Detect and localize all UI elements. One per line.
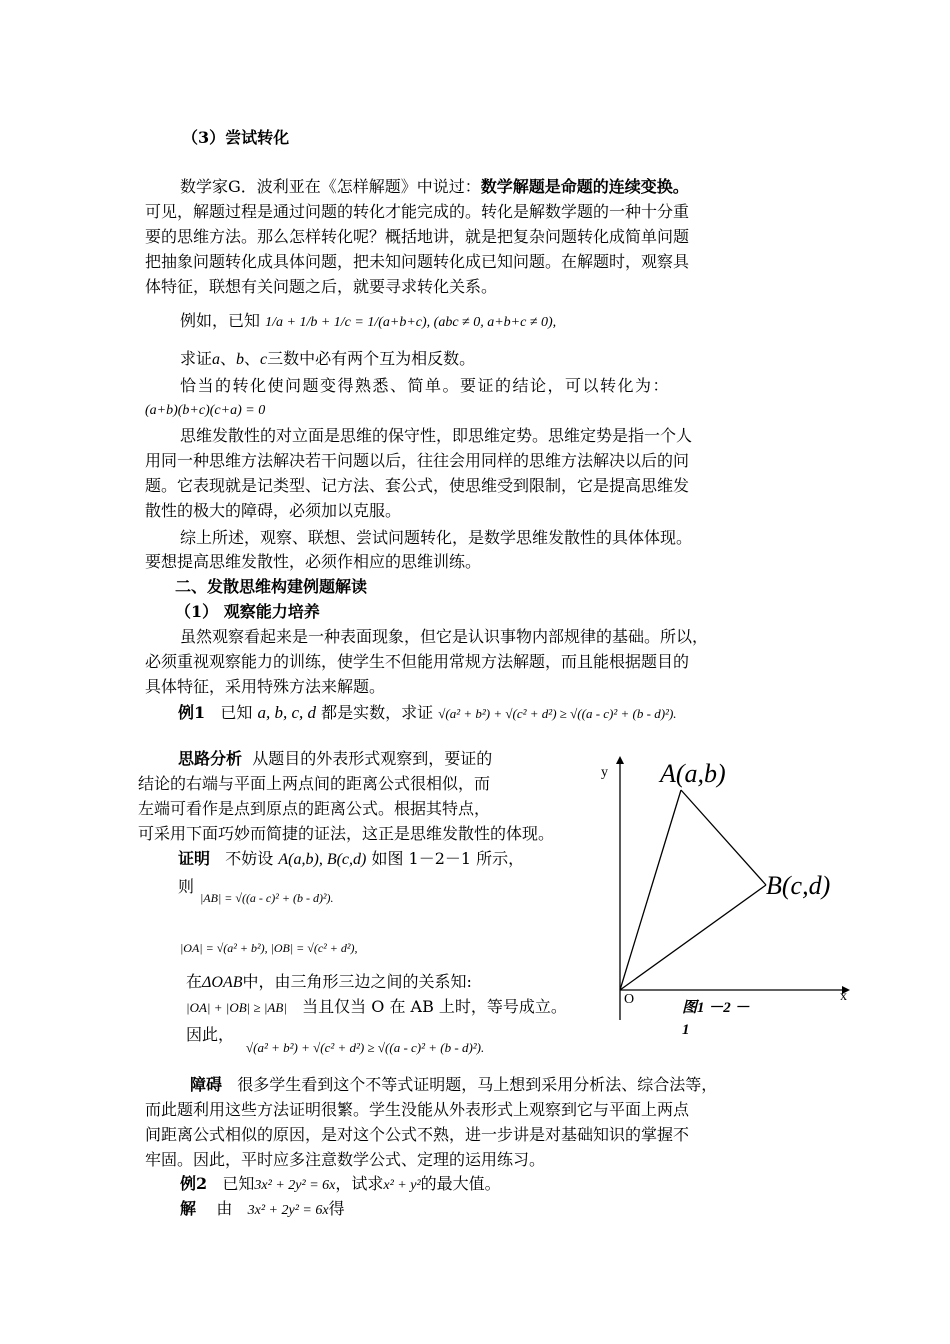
therefore-label: 因此， <box>186 1025 235 1044</box>
intro-line-4: 把抽象问题转化成具体问题，把未知问题转化成已知问题。在解题时，观察具 <box>145 252 690 271</box>
point-b-label: B(c,d) <box>766 871 831 900</box>
transform-line: 恰当的转化使问题变得熟悉、简单。要证的结论，可以转化为： <box>180 376 671 395</box>
example-lead: 例如，已知 <box>180 311 261 330</box>
example-formula: 1/a + 1/b + 1/c = 1/(a+b+c), (abc ≠ 0, a+b+c ≠ 0), <box>265 315 557 330</box>
example2-label: 例2 <box>180 1174 208 1193</box>
part2-heading: 二、发散思维构建例题解读 <box>175 577 368 596</box>
inequality-note: 当且仅当 O 在 AB 上时，等号成立。 <box>302 997 567 1016</box>
intro-line-5: 体特征，联想有关问题之后，就要寻求转化关系。 <box>145 277 498 296</box>
var-b: b <box>236 351 245 368</box>
solution-lead: 由 <box>216 1199 233 1218</box>
proof-then: 则 <box>178 877 195 896</box>
example2-lead: 已知 <box>222 1174 255 1193</box>
proof-line-1 <box>178 848 524 871</box>
var-a: a <box>212 351 221 368</box>
example2-mid: ，试求 <box>335 1174 384 1193</box>
observe-line-1: 虽然观察看起来是一种表面现象，但它是认识事物内部规律的基础。所以， <box>180 627 709 646</box>
x-axis-label: x <box>840 989 847 1004</box>
para-line-2: 用同一种思维方法解决若干问题以后，往往会用同样的思维方法解决以后的问 <box>145 451 690 470</box>
example2-line <box>180 1173 501 1197</box>
obstacle-line-2: 而此题利用这些方法证明很繁。学生没能从外表形式上观察到它与平面上两点 <box>145 1100 690 1119</box>
var-c: c <box>260 351 268 368</box>
segment-ob <box>620 885 766 990</box>
analysis-line-4: 可采用下面巧妙而简捷的证法，这正是思维发散性的体现。 <box>138 824 555 843</box>
figure-caption-2: 1 <box>682 1022 690 1038</box>
example-given <box>180 310 556 334</box>
origin-label: O <box>624 992 635 1007</box>
oa-ob-formula: |OA| = √(a² + b²), |OB| = √(c² + d²), <box>180 941 358 955</box>
analysis-line-1 <box>178 748 492 770</box>
triangle-tail: 中，由三角形三边之间的关系知: <box>242 972 472 991</box>
observe-line-3: 具体特征，采用特殊方法来解题。 <box>145 677 386 696</box>
example2-target: x² + y² <box>383 1178 421 1193</box>
segment-ab <box>681 790 766 885</box>
intro-text: 数学家G．波利亚在《怎样解题》中说过： <box>180 177 481 196</box>
proof-figure-ref: 如图 1－2－1 所示， <box>371 849 525 868</box>
para-line-3: 题。它表现就是记类型、记方法、套公式，使思维受到限制，它是提高思维发 <box>145 476 690 495</box>
observe-line-2: 必须重视观察能力的训练，使学生不但能用常规方法解题，而且能根据题目的 <box>145 652 690 671</box>
triangle-symbol: ΔOAB <box>202 974 243 991</box>
obstacle-label: 障碍 <box>190 1075 223 1094</box>
obstacle-line-1 <box>190 1074 717 1096</box>
figure-caption: 图1 －2 － <box>682 1000 750 1016</box>
triangle-line <box>186 971 472 994</box>
inequality: |OA| + |OB| ≥ |AB| <box>186 1000 287 1015</box>
para-line-1: 思维发散性的对立面是思维的保守性，即思维定势。思维定势是指一个人 <box>180 426 693 445</box>
example1-mid: 都是实数，求证 <box>321 703 434 722</box>
proof-points: A(a,b), B(c,d) <box>278 851 367 868</box>
transform-formula: (a+b)(b+c)(c+a) = 0 <box>145 403 266 418</box>
analysis-line-2: 结论的右端与平面上两点间的距离公式很相似，而 <box>138 774 491 793</box>
y-axis-arrow <box>616 756 624 764</box>
figure-1-2-1 <box>580 748 860 1048</box>
example1-formula: √(a² + b²) + √(c² + d²) ≥ √((a - c)² + (b - d)²). <box>438 706 677 721</box>
intro-line-1 <box>180 176 689 198</box>
section-heading-3: （3）尝试转化 <box>182 128 290 147</box>
segment-oa <box>620 790 681 990</box>
solution-line <box>180 1198 345 1222</box>
intro-line-3: 要的思维方法。那么怎样转化呢？概括地讲，就是把复杂问题转化成简单问题 <box>145 227 690 246</box>
example-prove: 求证a、b、c三数中必有两个互为相反数。 <box>180 349 476 368</box>
para-line-4: 散性的极大的障碍，必须加以克服。 <box>145 501 402 520</box>
obstacle-text-1: 很多学生看到这个不等式证明题，马上想到采用分析法、综合法等， <box>237 1075 718 1094</box>
example2-given: 3x² + 2y² = 6x <box>254 1178 336 1193</box>
triangle-lead: 在 <box>186 972 203 991</box>
point-a-label: A(a,b) <box>660 759 726 788</box>
y-axis-label: y <box>601 765 608 780</box>
solution-label: 解 <box>180 1199 197 1218</box>
analysis-label: 思路分析 <box>178 749 243 768</box>
inequality-line <box>186 996 567 1019</box>
final-formula: √(a² + b²) + √(c² + d²) ≥ √((a - c)² + (b - d)²). <box>246 1040 485 1055</box>
intro-line-2: 可见，解题过程是通过问题的转化才能完成的。转化是解数学题的一种十分重 <box>145 202 690 221</box>
prove-lead: 求证 <box>180 349 213 368</box>
proof-lead: 不妨设 <box>225 849 274 868</box>
ab-formula: |AB| = √((a - c)² + (b - d)²). <box>200 891 334 905</box>
example1-vars: a, b, c, d <box>257 703 317 722</box>
example1-label: 例1 <box>178 703 206 722</box>
example1-line <box>178 702 677 725</box>
prove-tail: 三数中必有两个互为相反数。 <box>267 349 476 368</box>
solution-given: 3x² + 2y² = 6x <box>247 1203 329 1218</box>
sub1-heading: （1） 观察能力培养 <box>175 602 320 621</box>
obstacle-line-3: 间距离公式相似的原因，是对这个公式不熟，进一步讲是对基础知识的掌握不 <box>145 1125 690 1144</box>
para-line-6: 要想提高思维发散性，必须作相应的思维训练。 <box>145 552 482 571</box>
example2-tail: 的最大值。 <box>420 1174 501 1193</box>
obstacle-line-4: 牢固。因此，平时应多注意数学公式、定理的运用练习。 <box>145 1150 546 1169</box>
example1-lead: 已知 <box>220 703 253 722</box>
intro-bold-quote: 数学解题是命题的连续变换。 <box>480 177 689 196</box>
analysis-line-3: 左端可看作是点到原点的距离公式。根据其特点， <box>138 799 491 818</box>
proof-label: 证明 <box>178 849 211 868</box>
solution-tail: 得 <box>328 1199 345 1218</box>
para-line-5: 综上所述，观察、联想、尝试问题转化，是数学思维发散性的具体体现。 <box>180 528 693 547</box>
analysis-text-1: 从题目的外表形式观察到，要证的 <box>252 749 493 768</box>
